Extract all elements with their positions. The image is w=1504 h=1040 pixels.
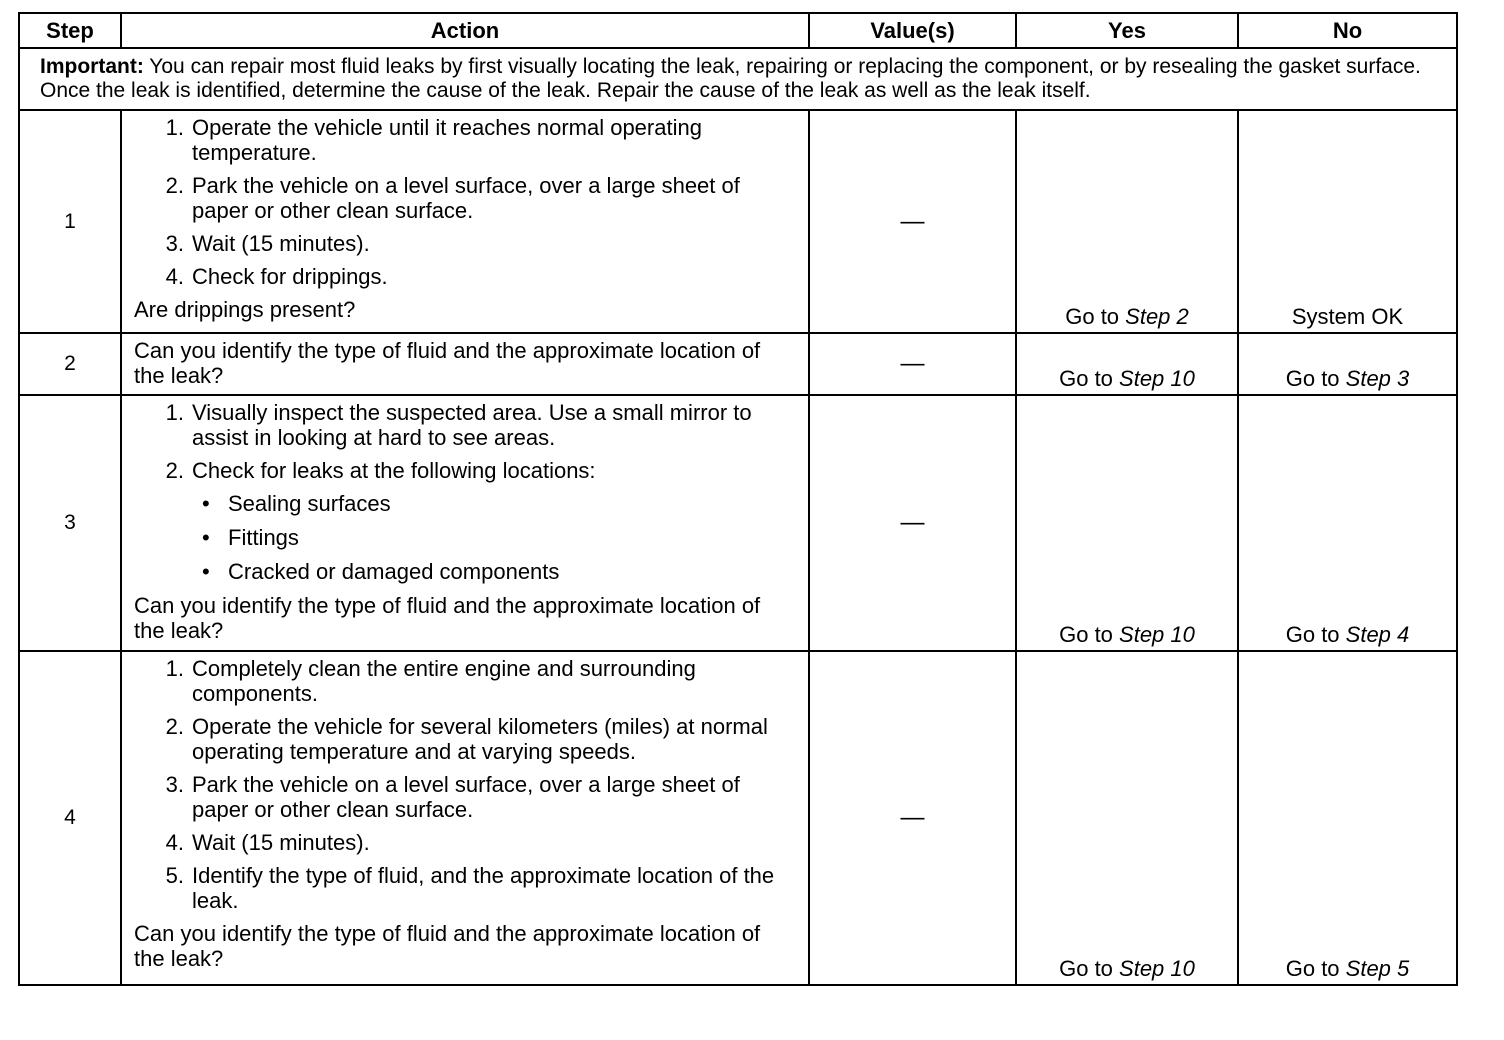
list-item: 5. Identify the type of fluid, and the approximate location of the leak. xyxy=(165,863,775,913)
list-item-text: Identify the type of fluid, and the approximate location of the leak. xyxy=(192,863,775,913)
yes-cell xyxy=(1016,333,1238,395)
header-no: No xyxy=(1238,13,1457,48)
no-prefix: Go to xyxy=(1285,366,1346,391)
yes-prefix: Go to xyxy=(1059,622,1120,647)
table-row xyxy=(19,110,1457,333)
value-cell: — xyxy=(809,395,1016,651)
question: Are drippings present? xyxy=(134,297,356,322)
list-item: 4. Wait (15 minutes). xyxy=(165,830,370,855)
bullet-icon: • xyxy=(202,559,210,584)
question: Can you identify the type of fluid and the approximate location of the leak? xyxy=(134,921,761,971)
step-number: 1 xyxy=(19,110,121,333)
no-cell xyxy=(1238,110,1457,333)
action-cell xyxy=(121,395,809,651)
list-item-text: Operate the vehicle for several kilometers (miles) at normal operating temperature and at varying speeds. xyxy=(192,714,768,764)
action-cell xyxy=(121,110,809,333)
no-step-link[interactable]: Step 3 xyxy=(1345,366,1410,391)
important-label: Important: xyxy=(40,55,144,78)
important-text: You can repair most fluid leaks by first visually locating the leak, repairing or replacing the component, or by resealing the gasket surface. Once the leak is identified, determine the cause of the leak. Repair the cause of the leak as well as the leak itself. xyxy=(40,55,1421,102)
important-note xyxy=(19,48,1457,110)
no-cell xyxy=(1238,395,1457,651)
value-cell: — xyxy=(809,333,1016,395)
action-list xyxy=(134,115,796,289)
step-number: 4 xyxy=(19,651,121,985)
yes-prefix: Go to xyxy=(1059,366,1120,391)
yes-cell xyxy=(1016,110,1238,333)
action-list xyxy=(134,400,796,584)
no-cell xyxy=(1238,651,1457,985)
table-row xyxy=(19,651,1457,985)
yes-prefix: Go to xyxy=(1065,304,1126,329)
bullet-list xyxy=(192,491,796,584)
bullet-text: Cracked or damaged components xyxy=(228,559,560,584)
list-item: 1. Visually inspect the suspected area. Use a small mirror to assist in looking at hard to see areas. xyxy=(165,400,752,450)
yes-step-link[interactable]: Step 2 xyxy=(1125,304,1189,329)
list-item-text: Visually inspect the suspected area. Use a small mirror to assist in looking at hard to see areas. xyxy=(192,400,752,450)
bullet-item xyxy=(192,491,796,516)
list-item: 3. Wait (15 minutes). xyxy=(165,231,370,256)
no-step-link[interactable]: Step 4 xyxy=(1345,622,1410,647)
no-step-link[interactable]: Step 5 xyxy=(1345,956,1410,981)
header-yes: Yes xyxy=(1016,13,1238,48)
header-step: Step xyxy=(19,13,121,48)
yes-prefix: Go to xyxy=(1059,956,1120,981)
list-item: 2. Check for leaks at the following locations: • Sealing surfaces • Fittings • Cracked or damaged components xyxy=(134,458,796,584)
bullet-item xyxy=(192,525,796,550)
list-item-text: Check for leaks at the following locations: xyxy=(192,458,596,483)
header-values: Value(s) xyxy=(809,13,1016,48)
yes-step-link[interactable]: Step 10 xyxy=(1119,956,1195,981)
bullet-icon: • xyxy=(202,491,210,516)
action-list xyxy=(134,656,796,913)
list-item-text: Park the vehicle on a level surface, over a large sheet of paper or other clean surface. xyxy=(192,173,740,223)
header-row xyxy=(19,13,1457,48)
bullet-text: Fittings xyxy=(228,525,299,550)
bullet-item xyxy=(192,559,796,584)
list-item-text: Park the vehicle on a level surface, over a large sheet of paper or other clean surface. xyxy=(192,772,740,822)
header-action: Action xyxy=(121,13,809,48)
step-number: 3 xyxy=(19,395,121,651)
yes-cell xyxy=(1016,651,1238,985)
list-item-text: Check for drippings. xyxy=(192,264,388,289)
diagnostic-table xyxy=(18,12,1458,986)
list-item: 3. Park the vehicle on a level surface, over a large sheet of paper or other clean surface. xyxy=(165,772,740,822)
table-row xyxy=(19,333,1457,395)
no-cell xyxy=(1238,333,1457,395)
list-item-text: Wait (15 minutes). xyxy=(192,830,370,855)
no-prefix: Go to xyxy=(1285,956,1346,981)
step-number: 2 xyxy=(19,333,121,395)
question: Can you identify the type of fluid and the approximate location of the leak? xyxy=(134,338,761,388)
list-item-text: Completely clean the entire engine and surrounding components. xyxy=(192,656,696,706)
list-item: 4. Check for drippings. xyxy=(165,264,388,289)
value-cell: — xyxy=(809,651,1016,985)
no-prefix: Go to xyxy=(1285,622,1346,647)
question: Can you identify the type of fluid and the approximate location of the leak? xyxy=(134,593,761,643)
no-result: System OK xyxy=(1291,304,1404,329)
list-item: 2. Park the vehicle on a level surface, over a large sheet of paper or other clean surface. xyxy=(165,173,740,223)
table-row xyxy=(19,395,1457,651)
yes-cell xyxy=(1016,395,1238,651)
value-cell: — xyxy=(809,110,1016,333)
list-item: 2. Operate the vehicle for several kilometers (miles) at normal operating temperature and at varying speeds. xyxy=(165,714,768,764)
list-item-text: Operate the vehicle until it reaches normal operating temperature. xyxy=(192,115,702,165)
list-item: 1. Completely clean the entire engine and surrounding components. xyxy=(165,656,696,706)
list-item: 1. Operate the vehicle until it reaches normal operating temperature. xyxy=(165,115,702,165)
bullet-text: Sealing surfaces xyxy=(228,491,391,516)
important-row xyxy=(19,48,1457,110)
list-item-text: Wait (15 minutes). xyxy=(192,231,370,256)
action-cell xyxy=(121,333,809,395)
action-cell xyxy=(121,651,809,985)
bullet-icon: • xyxy=(202,525,210,550)
yes-step-link[interactable]: Step 10 xyxy=(1119,622,1195,647)
yes-step-link[interactable]: Step 10 xyxy=(1119,366,1195,391)
